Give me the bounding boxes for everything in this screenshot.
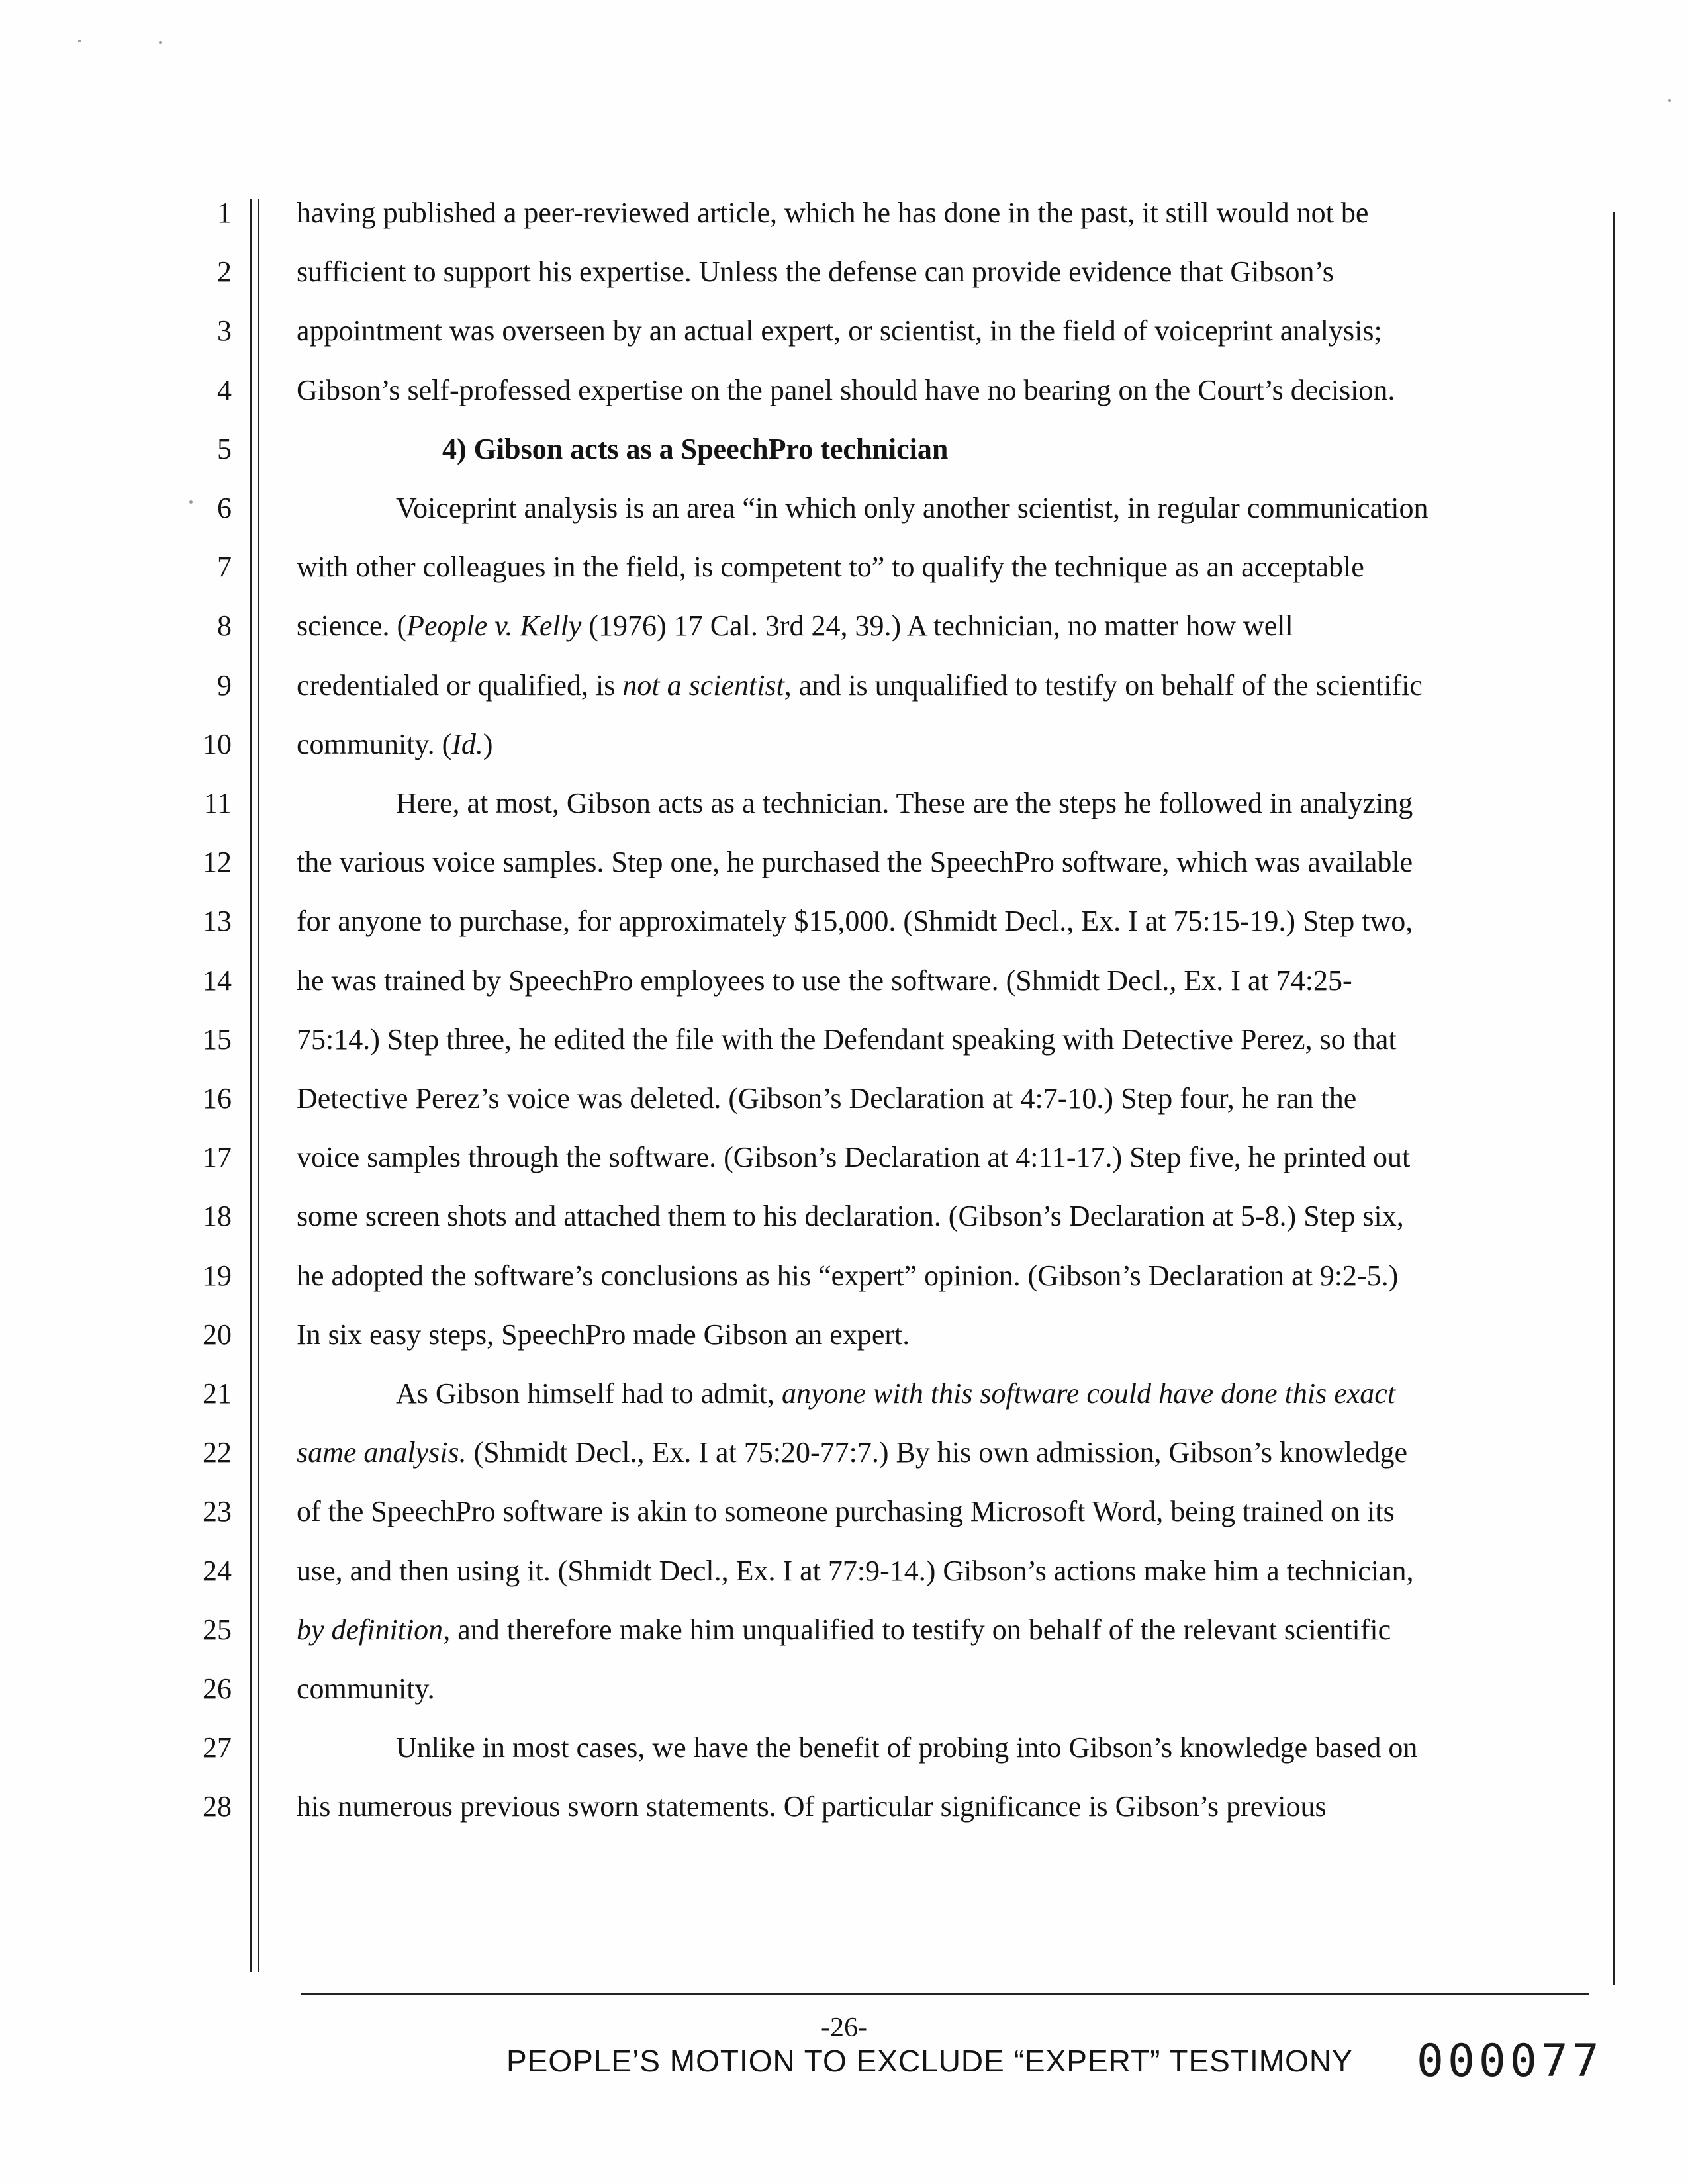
text-run: for anyone to purchase, for approximately $15,000. (Shmidt Decl., Ex. I at 75:15-19.) Step two, (297, 905, 1413, 938)
text-line (297, 1261, 1398, 1291)
text-line (297, 1084, 1356, 1113)
line-number: 11 (203, 787, 232, 819)
text-line (297, 199, 1368, 228)
line-number: 18 (203, 1200, 232, 1233)
text-run: Detective Perez’s voice was deleted. (Gibson’s Declaration at 4:7-10.) Step four, he ran the (297, 1082, 1357, 1115)
text-line (297, 1497, 1395, 1526)
text-line (297, 553, 1364, 582)
footer-title: PEOPLE’S MOTION TO EXCLUDE “EXPERT” TESTIMONY (506, 2044, 1353, 2078)
line-number: 27 (203, 1731, 232, 1764)
text-run: 75:14.) Step three, he edited the file with the Defendant speaking with Detective Perez, so that (297, 1023, 1397, 1056)
text-run: the various voice samples. Step one, he purchased the SpeechPro software, which was available (297, 846, 1413, 879)
text-line (297, 316, 1382, 345)
text-line (297, 907, 1413, 936)
text-line (297, 373, 1395, 406)
line-number: 20 (203, 1318, 232, 1351)
italic-text: People v. Kelly (406, 610, 582, 643)
text-run: some screen shots and attached them to his declaration. (Gibson’s Declaration at 5-8.) Step six, (297, 1200, 1404, 1233)
line-number: 15 (203, 1023, 232, 1056)
scan-speck (78, 40, 81, 42)
line-number: 23 (203, 1495, 232, 1528)
text-line (396, 1379, 1395, 1408)
line-number: 19 (203, 1259, 232, 1292)
text-line (297, 612, 1293, 641)
page-number: -26- (821, 2013, 867, 2043)
bates-stamp: 000077 (1417, 2035, 1603, 2087)
italic-text: by definition (297, 1613, 444, 1646)
text-run: ) (483, 727, 493, 760)
text-line (297, 1438, 1407, 1467)
text-run: community. (297, 1672, 435, 1705)
scan-speck (189, 500, 193, 504)
text-line (297, 1202, 1404, 1231)
text-run: appointment was overseen by an actual expert, or scientist, in the field of voiceprint analysis; (297, 314, 1382, 347)
text-run: having published a peer-reviewed article, which he has done in the past, it still would not be (297, 197, 1369, 229)
italic-text: Id. (451, 727, 483, 760)
text-line (297, 1025, 1397, 1054)
text-run: his numerous previous sworn statements. Of particular significance is Gibson’s previous (297, 1790, 1327, 1823)
line-number: 24 (203, 1554, 232, 1587)
text-line (297, 1615, 1391, 1645)
line-number: 12 (203, 846, 232, 879)
line-number: 5 (217, 432, 232, 465)
line-number: 21 (203, 1377, 232, 1410)
text-run: 4) Gibson acts as a SpeechPro technician (442, 432, 949, 465)
text-run: of the SpeechPro software is akin to someone purchasing Microsoft Word, being trained on its (297, 1495, 1395, 1528)
text-line (297, 1792, 1327, 1821)
line-number: 8 (217, 610, 232, 643)
line-number: 7 (217, 551, 232, 584)
line-number: 3 (217, 314, 232, 347)
text-run: (Shmidt Decl., Ex. I at 75:20-77:7.) By his own admission, Gibson’s knowledge (466, 1436, 1407, 1469)
text-line (297, 1320, 910, 1349)
text-run: he adopted the software’s conclusions as his “expert” opinion. (Gibson’s Declaration at 9:2-5.) (297, 1259, 1399, 1292)
line-number: 22 (203, 1436, 232, 1469)
text-line (297, 848, 1413, 877)
text-line (297, 727, 493, 760)
left-margin-rule-inner (258, 199, 259, 1972)
line-number: 25 (203, 1613, 232, 1646)
line-number: 4 (217, 373, 232, 406)
text-line (297, 257, 1334, 287)
scan-speck (159, 41, 162, 44)
text-line (297, 1143, 1410, 1172)
text-run: voice samples through the software. (Gibson’s Declaration at 4:11-17.) Step five, he printed out (297, 1141, 1411, 1174)
left-margin-rule-outer (250, 199, 252, 1972)
footer-rule (301, 1993, 1589, 1995)
text-run: with other colleagues in the field, is competent to” to qualify the technique as an acceptable (297, 551, 1364, 584)
text-line (396, 1733, 1417, 1762)
line-number: 16 (203, 1082, 232, 1115)
line-number: 17 (203, 1141, 232, 1174)
line-number: 13 (203, 905, 232, 938)
text-run: , and is unqualified to testify on behalf of the scientific (784, 668, 1423, 702)
line-number: 2 (217, 255, 232, 289)
text-run: science. ( (297, 610, 407, 643)
text-run: sufficient to support his expertise. Unless the defense can provide evidence that Gibson’s (297, 255, 1334, 289)
text-line (396, 494, 1429, 523)
text-line (297, 1674, 435, 1704)
text-run: , and therefore make him unqualified to testify on behalf of the relevant scientific (443, 1613, 1391, 1646)
text-line (297, 966, 1352, 995)
line-number: 1 (217, 197, 232, 229)
text-run: community. ( (297, 727, 452, 760)
line-number: 28 (203, 1790, 232, 1823)
italic-text: not a scientist (622, 668, 784, 702)
text-run: (1976) 17 Cal. 3rd 24, 39.) A technician, no matter how well (581, 610, 1293, 643)
text-line (297, 1554, 1414, 1587)
line-number: 26 (203, 1672, 232, 1705)
text-run: Gibson’s self-professed expertise on the panel should have no bearing on the Court’s decision. (297, 373, 1395, 406)
right-margin-rule (1613, 212, 1615, 1985)
text-run: use, and then using it. (Shmidt Decl., Ex. I at 77:9-14.) Gibson’s actions make him a technician, (297, 1554, 1414, 1587)
text-run: he was trained by SpeechPro employees to use the software. (Shmidt Decl., Ex. I at 74:25- (297, 964, 1352, 997)
text-run: Unlike in most cases, we have the benefit of probing into Gibson’s knowledge based on (396, 1731, 1418, 1764)
text-line (297, 668, 1423, 702)
text-run: As Gibson himself had to admit, (396, 1377, 782, 1410)
line-number: 9 (217, 668, 232, 702)
text-run: In six easy steps, SpeechPro made Gibson an expert. (297, 1318, 910, 1351)
text-line (396, 789, 1413, 818)
line-number: 10 (203, 727, 232, 760)
italic-text: anyone with this software could have done this exact (781, 1377, 1396, 1410)
text-run: Voiceprint analysis is an area “in which only another scientist, in regular communication (396, 492, 1429, 524)
text-run: Here, at most, Gibson acts as a technician. These are the steps he followed in analyzing (396, 787, 1413, 819)
italic-text: same analysis. (297, 1436, 467, 1469)
section-heading (442, 432, 949, 465)
scan-speck (1668, 99, 1671, 102)
text-run: credentialed or qualified, is (297, 668, 623, 702)
line-number: 6 (217, 492, 232, 524)
line-number: 14 (203, 964, 232, 997)
